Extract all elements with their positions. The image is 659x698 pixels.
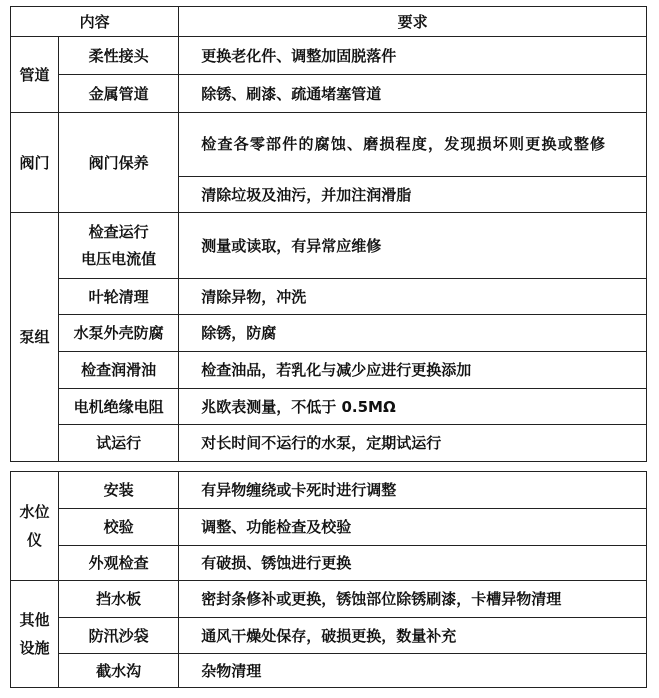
- item-cell: 校验: [59, 509, 179, 546]
- table-row: [11, 389, 647, 425]
- category-line: 水位: [19, 503, 50, 521]
- table-row: [11, 75, 647, 113]
- table-row: [11, 279, 647, 315]
- table-row: [11, 472, 647, 509]
- category-cell: 管道: [11, 37, 59, 113]
- table-row: [11, 213, 647, 279]
- item-cell: 柔性接头: [59, 37, 179, 75]
- item-line: 检查运行: [88, 222, 149, 241]
- requirement-cell: 清除垃圾及油污，并加注润滑脂: [179, 177, 647, 213]
- category-cell: 阀门: [11, 113, 59, 213]
- item-cell: 叶轮清理: [59, 279, 179, 315]
- item-cell: 外观检查: [59, 546, 179, 581]
- category-line: 其他: [19, 611, 50, 629]
- requirement-cell: 清除异物，冲洗: [179, 279, 647, 315]
- requirement-cell: 密封条修补或更换，锈蚀部位除锈刷漆，卡槽异物清理: [179, 581, 647, 618]
- table-row: [11, 315, 647, 352]
- table-row: [11, 113, 647, 177]
- requirement-cell: 除锈、刷漆、疏通堵塞管道: [179, 75, 647, 113]
- category-cell: [11, 581, 59, 688]
- requirement-cell: 调整、功能检查及校验: [179, 509, 647, 546]
- requirement-cell: 除锈，防腐: [179, 315, 647, 352]
- maintenance-table-upper: [10, 6, 647, 462]
- item-cell: 挡水板: [59, 581, 179, 618]
- requirement-cell: 对长时间不运行的水泵，定期试运行: [179, 425, 647, 462]
- requirement-cell: 检查各零部件的腐蚀、磨损程度，发现损坏则更换或整修: [179, 113, 647, 177]
- table-row: [11, 546, 647, 581]
- header-requirement: 要求: [179, 7, 647, 37]
- table-row: [11, 37, 647, 75]
- item-cell: 金属管道: [59, 75, 179, 113]
- category-line: 设施: [19, 639, 50, 657]
- item-cell: 安装: [59, 472, 179, 509]
- table-row: [11, 509, 647, 546]
- table-row: [11, 425, 647, 462]
- table-row: [11, 654, 647, 688]
- requirement-cell: 兆欧表测量，不低于 0.5MΩ: [179, 389, 647, 425]
- item-cell: 阀门保养: [59, 113, 179, 213]
- table-row: [11, 618, 647, 654]
- requirement-cell: 有破损、锈蚀进行更换: [179, 546, 647, 581]
- item-cell: 检查润滑油: [59, 352, 179, 389]
- category-cell: [11, 472, 59, 581]
- table-row: [11, 581, 647, 618]
- requirement-cell: 杂物清理: [179, 654, 647, 688]
- item-cell: [59, 213, 179, 279]
- requirement-cell: 通风干燥处保存，破损更换，数量补充: [179, 618, 647, 654]
- item-cell: 试运行: [59, 425, 179, 462]
- maintenance-table-lower: [10, 471, 647, 688]
- requirement-cell: 更换老化件、调整加固脱落件: [179, 37, 647, 75]
- requirement-cell: 有异物缠绕或卡死时进行调整: [179, 472, 647, 509]
- item-cell: 电机绝缘电阻: [59, 389, 179, 425]
- requirement-cell: 检查油品，若乳化与减少应进行更换添加: [179, 352, 647, 389]
- header-row: [11, 7, 647, 37]
- item-cell: 截水沟: [59, 654, 179, 688]
- requirement-cell: 测量或读取，有异常应维修: [179, 213, 647, 279]
- item-cell: 防汛沙袋: [59, 618, 179, 654]
- category-cell: 泵组: [11, 213, 59, 462]
- item-cell: 水泵外壳防腐: [59, 315, 179, 352]
- category-line: 仪: [27, 531, 43, 549]
- header-content: 内容: [11, 7, 179, 37]
- item-line: 电压电流值: [81, 249, 157, 268]
- table-row: [11, 352, 647, 389]
